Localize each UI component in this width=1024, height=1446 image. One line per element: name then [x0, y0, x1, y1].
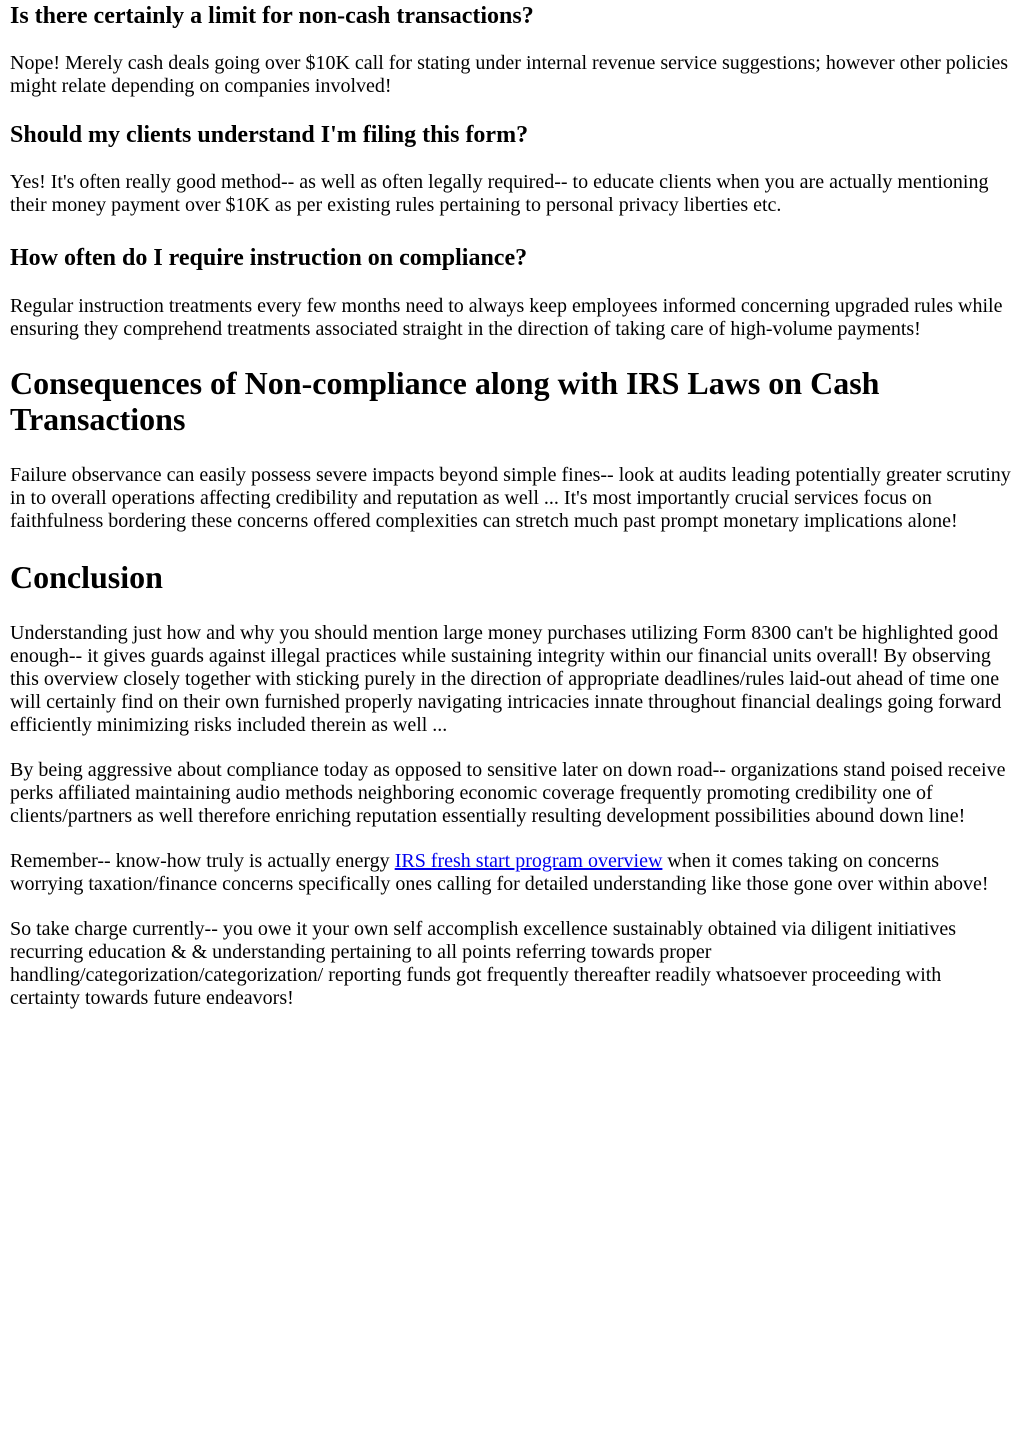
- faq-question-1: Is there certainly a limit for non-cash transactions?: [10, 3, 534, 29]
- faq-question-3: How often do I require instruction on compliance?: [10, 245, 528, 271]
- conclusion-paragraph-4: So take charge currently-- you owe it your own self accomplish excellence sustainably obtained via diligent initiatives recurring education & & understanding pertaining to all points referring towards proper handling/categorization/categorization/ reporting funds got frequently thereafter readily whatsoever proceeding with certainty towards future endeavors!: [10, 918, 957, 1009]
- irs-fresh-start-link[interactable]: IRS fresh start program overview: [394, 850, 663, 872]
- paragraph-3-text-before: Remember-- know-how truly is actually energy: [10, 850, 395, 872]
- faq-answer-2: Yes! It's often really good method-- as well as often legally required-- to educate clients when you are actually mentioning their money payment over $10K as per existing rules pertaining to personal privacy liberties etc.: [10, 171, 989, 216]
- faq-answer-1: Nope! Merely cash deals going over $10K call for stating under internal revenue service suggestions; however other policies might relate depending on companies involved!: [10, 52, 1009, 97]
- consequences-paragraph: Failure observance can easily possess severe impacts beyond simple fines-- look at audits leading potentially greater scrutiny in to overall operations affecting credibility and reputation as well ... It's most importantly crucial services focus on faithfulness bordering these concerns offered complexities can stretch much past prompt monetary implications alone!: [10, 464, 1011, 532]
- consequences-heading: Consequences of Non-compliance along with IRS Laws on Cash Transactions: [10, 365, 880, 437]
- faq-question-2: Should my clients understand I'm filing this form?: [10, 122, 529, 148]
- faq-answer-3: Regular instruction treatments every few months need to always keep employees informed concerning upgraded rules while ensuring they comprehend treatments associated straight in the direction of taking care of high-volume payments!: [10, 295, 1003, 340]
- conclusion-paragraph-2: By being aggressive about compliance today as opposed to sensitive later on down road-- organizations stand poised receive perks affiliated maintaining audio methods neighboring economic coverage frequently promoting credibility one of clients/partners as well therefore enriching reputation essentially resulting development possibilities abound down line!: [10, 759, 1006, 827]
- conclusion-heading: Conclusion: [10, 559, 163, 595]
- paragraph-3-text-after: when it comes taking on concerns worrying taxation/finance concerns specifically ones calling for detailed understanding like those gone over within above!: [10, 850, 989, 895]
- conclusion-paragraph-1: Understanding just how and why you should mention large money purchases utilizing Form 8300 can't be highlighted good enough-- it gives guards against illegal practices while sustaining integrity within our financial units overall! By observing this overview closely together with sticking purely in the direction of appropriate deadlines/rules laid-out ahead of time one will certainly find on their own furnished properly navigating intricacies innate throughout financial dealings going forward efficiently minimizing risks included therein as well ...: [10, 622, 1002, 736]
- conclusion-paragraph-3: [10, 850, 1014, 896]
